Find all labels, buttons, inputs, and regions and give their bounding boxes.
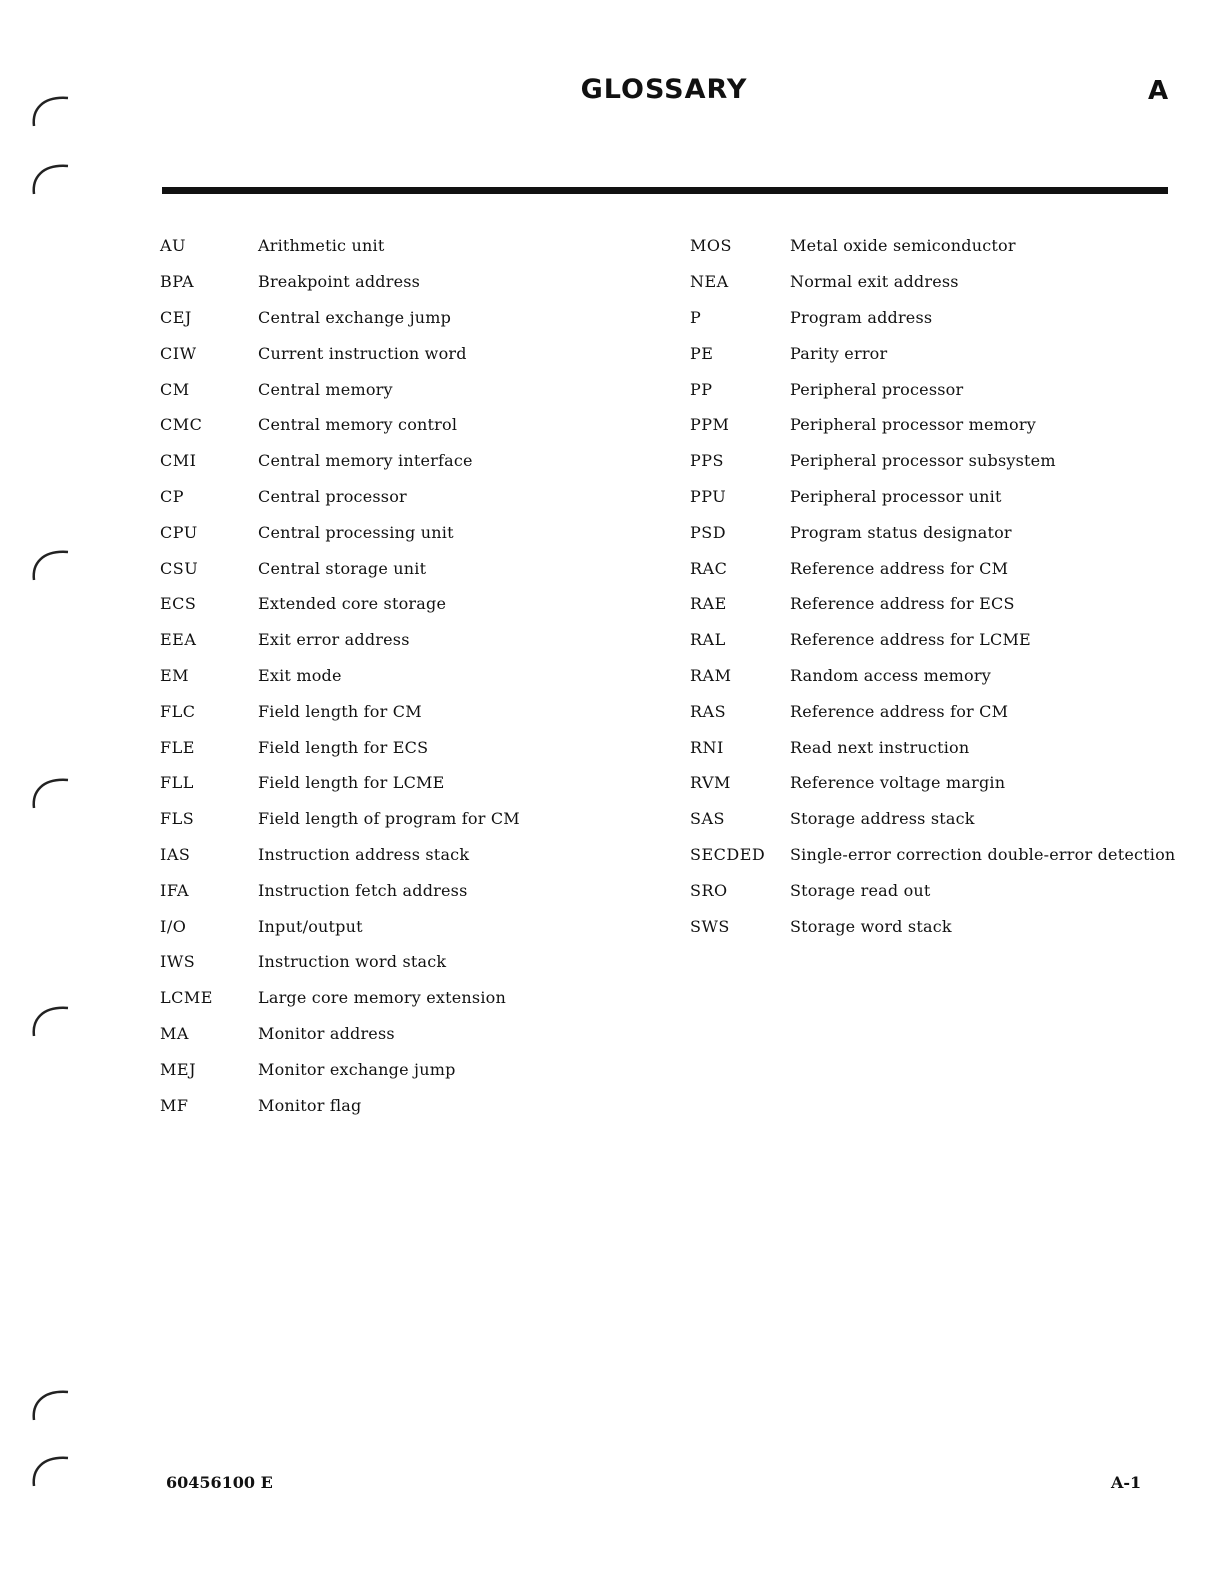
glossary-abbreviation: FLS (160, 809, 195, 829)
glossary-abbreviation: CMI (160, 451, 197, 471)
glossary-abbreviation: PP (690, 379, 713, 399)
glossary-entry (160, 980, 520, 1016)
glossary-definition: Peripheral processor unit (790, 486, 1002, 506)
glossary-definition: Storage read out (790, 880, 931, 900)
glossary-abbreviation: CP (160, 486, 185, 506)
glossary-abbreviation: P (690, 307, 702, 327)
glossary-abbreviation: EM (160, 665, 190, 685)
glossary-definition: Central memory (258, 379, 393, 399)
glossary-definition: Monitor address (258, 1023, 395, 1043)
glossary-definition: Program address (790, 307, 933, 327)
binder-hole-icon (28, 542, 76, 582)
glossary-entry (690, 443, 1175, 479)
glossary-abbreviation: MA (160, 1023, 189, 1043)
glossary-definition: Arithmetic unit (258, 236, 385, 256)
glossary-entry (690, 872, 1175, 908)
glossary-definition: Extended core storage (258, 594, 447, 614)
glossary-entry (690, 550, 1175, 586)
glossary-abbreviation: SRO (690, 880, 728, 900)
glossary-definition: Monitor exchange jump (258, 1059, 456, 1079)
glossary-abbreviation: RAL (690, 630, 726, 650)
glossary-abbreviation: MOS (690, 236, 732, 256)
glossary-definition: Peripheral processor subsystem (790, 451, 1056, 471)
glossary-entry (160, 693, 520, 729)
glossary-abbreviation: EEA (160, 630, 197, 650)
glossary-entry (690, 622, 1175, 658)
glossary-abbreviation: RAS (690, 701, 727, 721)
glossary-entry (690, 479, 1175, 515)
glossary-definition: Storage address stack (790, 809, 975, 829)
glossary-definition: Reference voltage margin (790, 773, 1006, 793)
glossary-entry (160, 264, 520, 300)
glossary-entry (690, 908, 1175, 944)
glossary-abbreviation: PPS (690, 451, 724, 471)
glossary-entry (160, 335, 520, 371)
binder-hole-icon (28, 1448, 76, 1488)
glossary-abbreviation: NEA (690, 272, 729, 292)
glossary-definition: Central memory interface (258, 451, 473, 471)
glossary-abbreviation: CSU (160, 558, 199, 578)
glossary-definition: Instruction address stack (258, 844, 470, 864)
glossary-definition: Central storage unit (258, 558, 427, 578)
glossary-abbreviation: CM (160, 379, 190, 399)
glossary-definition: Reference address for ECS (790, 594, 1015, 614)
binder-hole-icon (28, 1382, 76, 1422)
glossary-abbreviation: RAM (690, 665, 732, 685)
glossary-definition: Central processing unit (258, 522, 454, 542)
glossary-definition: Field length for LCME (258, 773, 445, 793)
glossary-abbreviation: LCME (160, 988, 213, 1008)
glossary-abbreviation: RAC (690, 558, 728, 578)
glossary-definition: Central exchange jump (258, 307, 452, 327)
glossary-entry (690, 228, 1175, 264)
glossary-entry (690, 729, 1175, 765)
binder-hole-icon (28, 156, 76, 196)
glossary-definition: Reference address for CM (790, 701, 1009, 721)
glossary-abbreviation: FLE (160, 737, 195, 757)
glossary-entry (160, 371, 520, 407)
glossary-abbreviation: RAE (690, 594, 727, 614)
glossary-abbreviation: RNI (690, 737, 724, 757)
glossary-definition: Input/output (258, 916, 363, 936)
glossary-abbreviation: IFA (160, 880, 190, 900)
glossary-abbreviation: SECDED (690, 844, 766, 864)
glossary-abbreviation: MEJ (160, 1059, 196, 1079)
header-rule (162, 187, 1168, 194)
glossary-entry (690, 837, 1175, 873)
glossary-abbreviation: SAS (690, 809, 725, 829)
glossary-entry (160, 801, 520, 837)
glossary-entry (160, 658, 520, 694)
glossary-abbreviation: CEJ (160, 307, 192, 327)
glossary-abbreviation: IWS (160, 952, 196, 972)
page-title: GLOSSARY (580, 74, 748, 105)
glossary-entry (160, 1087, 520, 1123)
glossary-definition: Normal exit address (790, 272, 959, 292)
glossary-entry (690, 300, 1175, 336)
glossary-entry (690, 693, 1175, 729)
glossary-entry (690, 371, 1175, 407)
glossary-definition: Exit error address (258, 630, 410, 650)
glossary-entry (160, 1016, 520, 1052)
glossary-definition: Peripheral processor (790, 379, 964, 399)
glossary-definition: Program status designator (790, 522, 1012, 542)
glossary-definition: Storage word stack (790, 916, 952, 936)
glossary-entry (160, 837, 520, 873)
glossary-definition: Field length for ECS (258, 737, 429, 757)
glossary-entry (160, 407, 520, 443)
glossary-entry (160, 586, 520, 622)
glossary-entry (160, 479, 520, 515)
glossary-entry (690, 586, 1175, 622)
glossary-entry (160, 944, 520, 980)
glossary-abbreviation: RVM (690, 773, 731, 793)
glossary-abbreviation: PPM (690, 415, 730, 435)
glossary-definition: Breakpoint address (258, 272, 421, 292)
glossary-left-column (160, 228, 520, 1123)
glossary-entry (690, 658, 1175, 694)
glossary-abbreviation: PPU (690, 486, 727, 506)
glossary-definition: Reference address for CM (790, 558, 1009, 578)
glossary-definition: Exit mode (258, 665, 342, 685)
glossary-entry (690, 407, 1175, 443)
glossary-definition: Central memory control (258, 415, 458, 435)
glossary-definition: Monitor flag (258, 1095, 362, 1115)
glossary-entry (160, 443, 520, 479)
glossary-abbreviation: ECS (160, 594, 197, 614)
glossary-definition: Field length for CM (258, 701, 422, 721)
glossary-entry (690, 264, 1175, 300)
glossary-entry (160, 514, 520, 550)
glossary-definition: Field length of program for CM (258, 809, 520, 829)
document-number: 60456100 E (166, 1473, 273, 1492)
glossary-entry (160, 729, 520, 765)
glossary-entry (690, 335, 1175, 371)
glossary-entry (160, 550, 520, 586)
glossary-abbreviation: MF (160, 1095, 189, 1115)
glossary-abbreviation: AU (160, 236, 187, 256)
glossary-abbreviation: I/O (160, 916, 187, 936)
glossary-abbreviation: CMC (160, 415, 203, 435)
glossary-abbreviation: BPA (160, 272, 195, 292)
glossary-abbreviation: PSD (690, 522, 727, 542)
glossary-entry (690, 765, 1175, 801)
binder-hole-icon (28, 770, 76, 810)
glossary-definition: Metal oxide semiconductor (790, 236, 1016, 256)
glossary-abbreviation: FLL (160, 773, 194, 793)
glossary-abbreviation: IAS (160, 844, 191, 864)
glossary-definition: Peripheral processor memory (790, 415, 1036, 435)
glossary-entry (160, 872, 520, 908)
glossary-entry (160, 908, 520, 944)
glossary-definition: Central processor (258, 486, 407, 506)
glossary-abbreviation: PE (690, 343, 714, 363)
appendix-letter: A (1148, 76, 1169, 106)
glossary-entry (690, 514, 1175, 550)
glossary-entry (160, 622, 520, 658)
glossary-entry (160, 228, 520, 264)
glossary-definition: Read next instruction (790, 737, 970, 757)
glossary-definition: Instruction fetch address (258, 880, 468, 900)
glossary-abbreviation: CPU (160, 522, 198, 542)
glossary-definition: Current instruction word (258, 343, 467, 363)
page-number: A-1 (1111, 1473, 1142, 1492)
glossary-definition: Instruction word stack (258, 952, 447, 972)
glossary-definition: Reference address for LCME (790, 630, 1031, 650)
glossary-entry (160, 300, 520, 336)
glossary-definition: Single-error correction double-error detection (790, 844, 1176, 864)
glossary-definition: Random access memory (790, 665, 991, 685)
glossary-entry (690, 801, 1175, 837)
glossary-entry (160, 1051, 520, 1087)
glossary-definition: Large core memory extension (258, 988, 506, 1008)
glossary-abbreviation: CIW (160, 343, 197, 363)
glossary-abbreviation: SWS (690, 916, 730, 936)
glossary-entry (160, 765, 520, 801)
binder-hole-icon (28, 998, 76, 1038)
glossary-right-column (690, 228, 1175, 944)
glossary-abbreviation: FLC (160, 701, 196, 721)
glossary-definition: Parity error (790, 343, 888, 363)
